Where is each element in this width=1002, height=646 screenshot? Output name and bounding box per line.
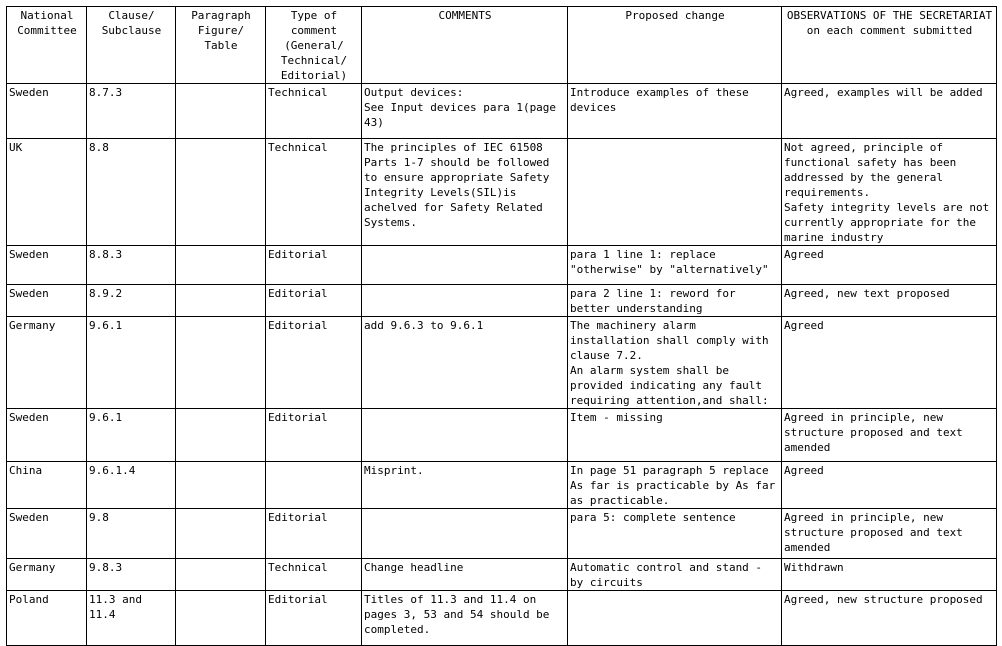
cell-committee: UK bbox=[7, 139, 87, 246]
cell-type bbox=[266, 462, 362, 509]
cell-comment bbox=[362, 509, 568, 559]
cell-proposed: Item - missing bbox=[568, 409, 782, 462]
cell-comment: Change headline bbox=[362, 559, 568, 591]
cell-committee: Sweden bbox=[7, 246, 87, 285]
table-row bbox=[7, 317, 997, 409]
header-type: Type of comment (General/ Technical/ Editorial) bbox=[266, 7, 362, 84]
cell-comment bbox=[362, 285, 568, 317]
cell-committee: Sweden bbox=[7, 285, 87, 317]
cell-observation: Agreed in principle, new structure proposed and text amended bbox=[782, 409, 997, 462]
cell-observation: Withdrawn bbox=[782, 559, 997, 591]
header-paragraph: Paragraph Figure/ Table bbox=[176, 7, 266, 84]
cell-comment: add 9.6.3 to 9.6.1 bbox=[362, 317, 568, 409]
cell-proposed bbox=[568, 591, 782, 646]
cell-committee: Germany bbox=[7, 559, 87, 591]
cell-type: Editorial bbox=[266, 409, 362, 462]
cell-observation: Agreed bbox=[782, 462, 997, 509]
cell-type: Technical bbox=[266, 84, 362, 139]
cell-type: Editorial bbox=[266, 246, 362, 285]
cell-clause: 9.8 bbox=[87, 509, 176, 559]
table-row bbox=[7, 84, 997, 139]
cell-committee: Germany bbox=[7, 317, 87, 409]
cell-committee: China bbox=[7, 462, 87, 509]
cell-paragraph bbox=[176, 317, 266, 409]
cell-clause: 9.6.1 bbox=[87, 409, 176, 462]
header-comments: COMMENTS bbox=[362, 7, 568, 84]
cell-clause: 8.8 bbox=[87, 139, 176, 246]
cell-clause: 8.7.3 bbox=[87, 84, 176, 139]
header-observations: OBSERVATIONS OF THE SECRETARIAT on each comment submitted bbox=[782, 7, 997, 84]
header-proposed-change: Proposed change bbox=[568, 7, 782, 84]
header-row bbox=[7, 7, 997, 84]
cell-committee: Poland bbox=[7, 591, 87, 646]
cell-proposed: In page 51 paragraph 5 replace As far is practicable by As far as practicable. bbox=[568, 462, 782, 509]
comments-table bbox=[6, 6, 997, 646]
table-row bbox=[7, 591, 997, 646]
cell-comment: Output devices: See Input devices para 1(page 43) bbox=[362, 84, 568, 139]
header-clause: Clause/ Subclause bbox=[87, 7, 176, 84]
cell-clause: 9.6.1 bbox=[87, 317, 176, 409]
cell-paragraph bbox=[176, 84, 266, 139]
cell-paragraph bbox=[176, 559, 266, 591]
cell-observation: Agreed, new structure proposed bbox=[782, 591, 997, 646]
cell-paragraph bbox=[176, 462, 266, 509]
cell-committee: Sweden bbox=[7, 509, 87, 559]
cell-type: Editorial bbox=[266, 591, 362, 646]
cell-proposed: Automatic control and stand - by circuits bbox=[568, 559, 782, 591]
table-row bbox=[7, 285, 997, 317]
cell-clause: 8.9.2 bbox=[87, 285, 176, 317]
cell-observation: Agreed, examples will be added bbox=[782, 84, 997, 139]
cell-paragraph bbox=[176, 409, 266, 462]
cell-paragraph bbox=[176, 509, 266, 559]
table-row bbox=[7, 246, 997, 285]
cell-comment bbox=[362, 246, 568, 285]
cell-observation: Not agreed, principle of functional safety has been addressed by the general requirements. Safety integrity levels are not currently appropriate for the marine industry bbox=[782, 139, 997, 246]
cell-paragraph bbox=[176, 246, 266, 285]
cell-committee: Sweden bbox=[7, 84, 87, 139]
cell-proposed: para 2 line 1: reword for better understanding bbox=[568, 285, 782, 317]
table-row bbox=[7, 559, 997, 591]
cell-type: Technical bbox=[266, 559, 362, 591]
cell-clause: 9.8.3 bbox=[87, 559, 176, 591]
cell-paragraph bbox=[176, 139, 266, 246]
cell-observation: Agreed in principle, new structure proposed and text amended bbox=[782, 509, 997, 559]
cell-clause: 9.6.1.4 bbox=[87, 462, 176, 509]
cell-type: Editorial bbox=[266, 285, 362, 317]
cell-proposed: para 1 line 1: replace "otherwise" by "alternatively" bbox=[568, 246, 782, 285]
cell-proposed bbox=[568, 139, 782, 246]
cell-observation: Agreed, new text proposed bbox=[782, 285, 997, 317]
cell-type: Editorial bbox=[266, 317, 362, 409]
cell-type: Editorial bbox=[266, 509, 362, 559]
cell-proposed: para 5: complete sentence bbox=[568, 509, 782, 559]
cell-proposed: The machinery alarm installation shall comply with clause 7.2. An alarm system shall be provided indicating any fault requiring attention,and shall: bbox=[568, 317, 782, 409]
cell-comment: Misprint. bbox=[362, 462, 568, 509]
cell-type: Technical bbox=[266, 139, 362, 246]
cell-observation: Agreed bbox=[782, 246, 997, 285]
cell-paragraph bbox=[176, 285, 266, 317]
cell-comment: Titles of 11.3 and 11.4 on pages 3, 53 and 54 should be completed. bbox=[362, 591, 568, 646]
table-row bbox=[7, 462, 997, 509]
cell-clause: 11.3 and 11.4 bbox=[87, 591, 176, 646]
cell-observation: Agreed bbox=[782, 317, 997, 409]
cell-paragraph bbox=[176, 591, 266, 646]
cell-committee: Sweden bbox=[7, 409, 87, 462]
table-row bbox=[7, 509, 997, 559]
cell-comment: The principles of IEC 61508 Parts 1-7 should be followed to ensure appropriate Safety Integrity Levels(SIL)is achelved for Safety Related Systems. bbox=[362, 139, 568, 246]
cell-comment bbox=[362, 409, 568, 462]
table-row bbox=[7, 409, 997, 462]
cell-proposed: Introduce examples of these devices bbox=[568, 84, 782, 139]
header-national-committee: National Committee bbox=[7, 7, 87, 84]
cell-clause: 8.8.3 bbox=[87, 246, 176, 285]
table-row bbox=[7, 139, 997, 246]
